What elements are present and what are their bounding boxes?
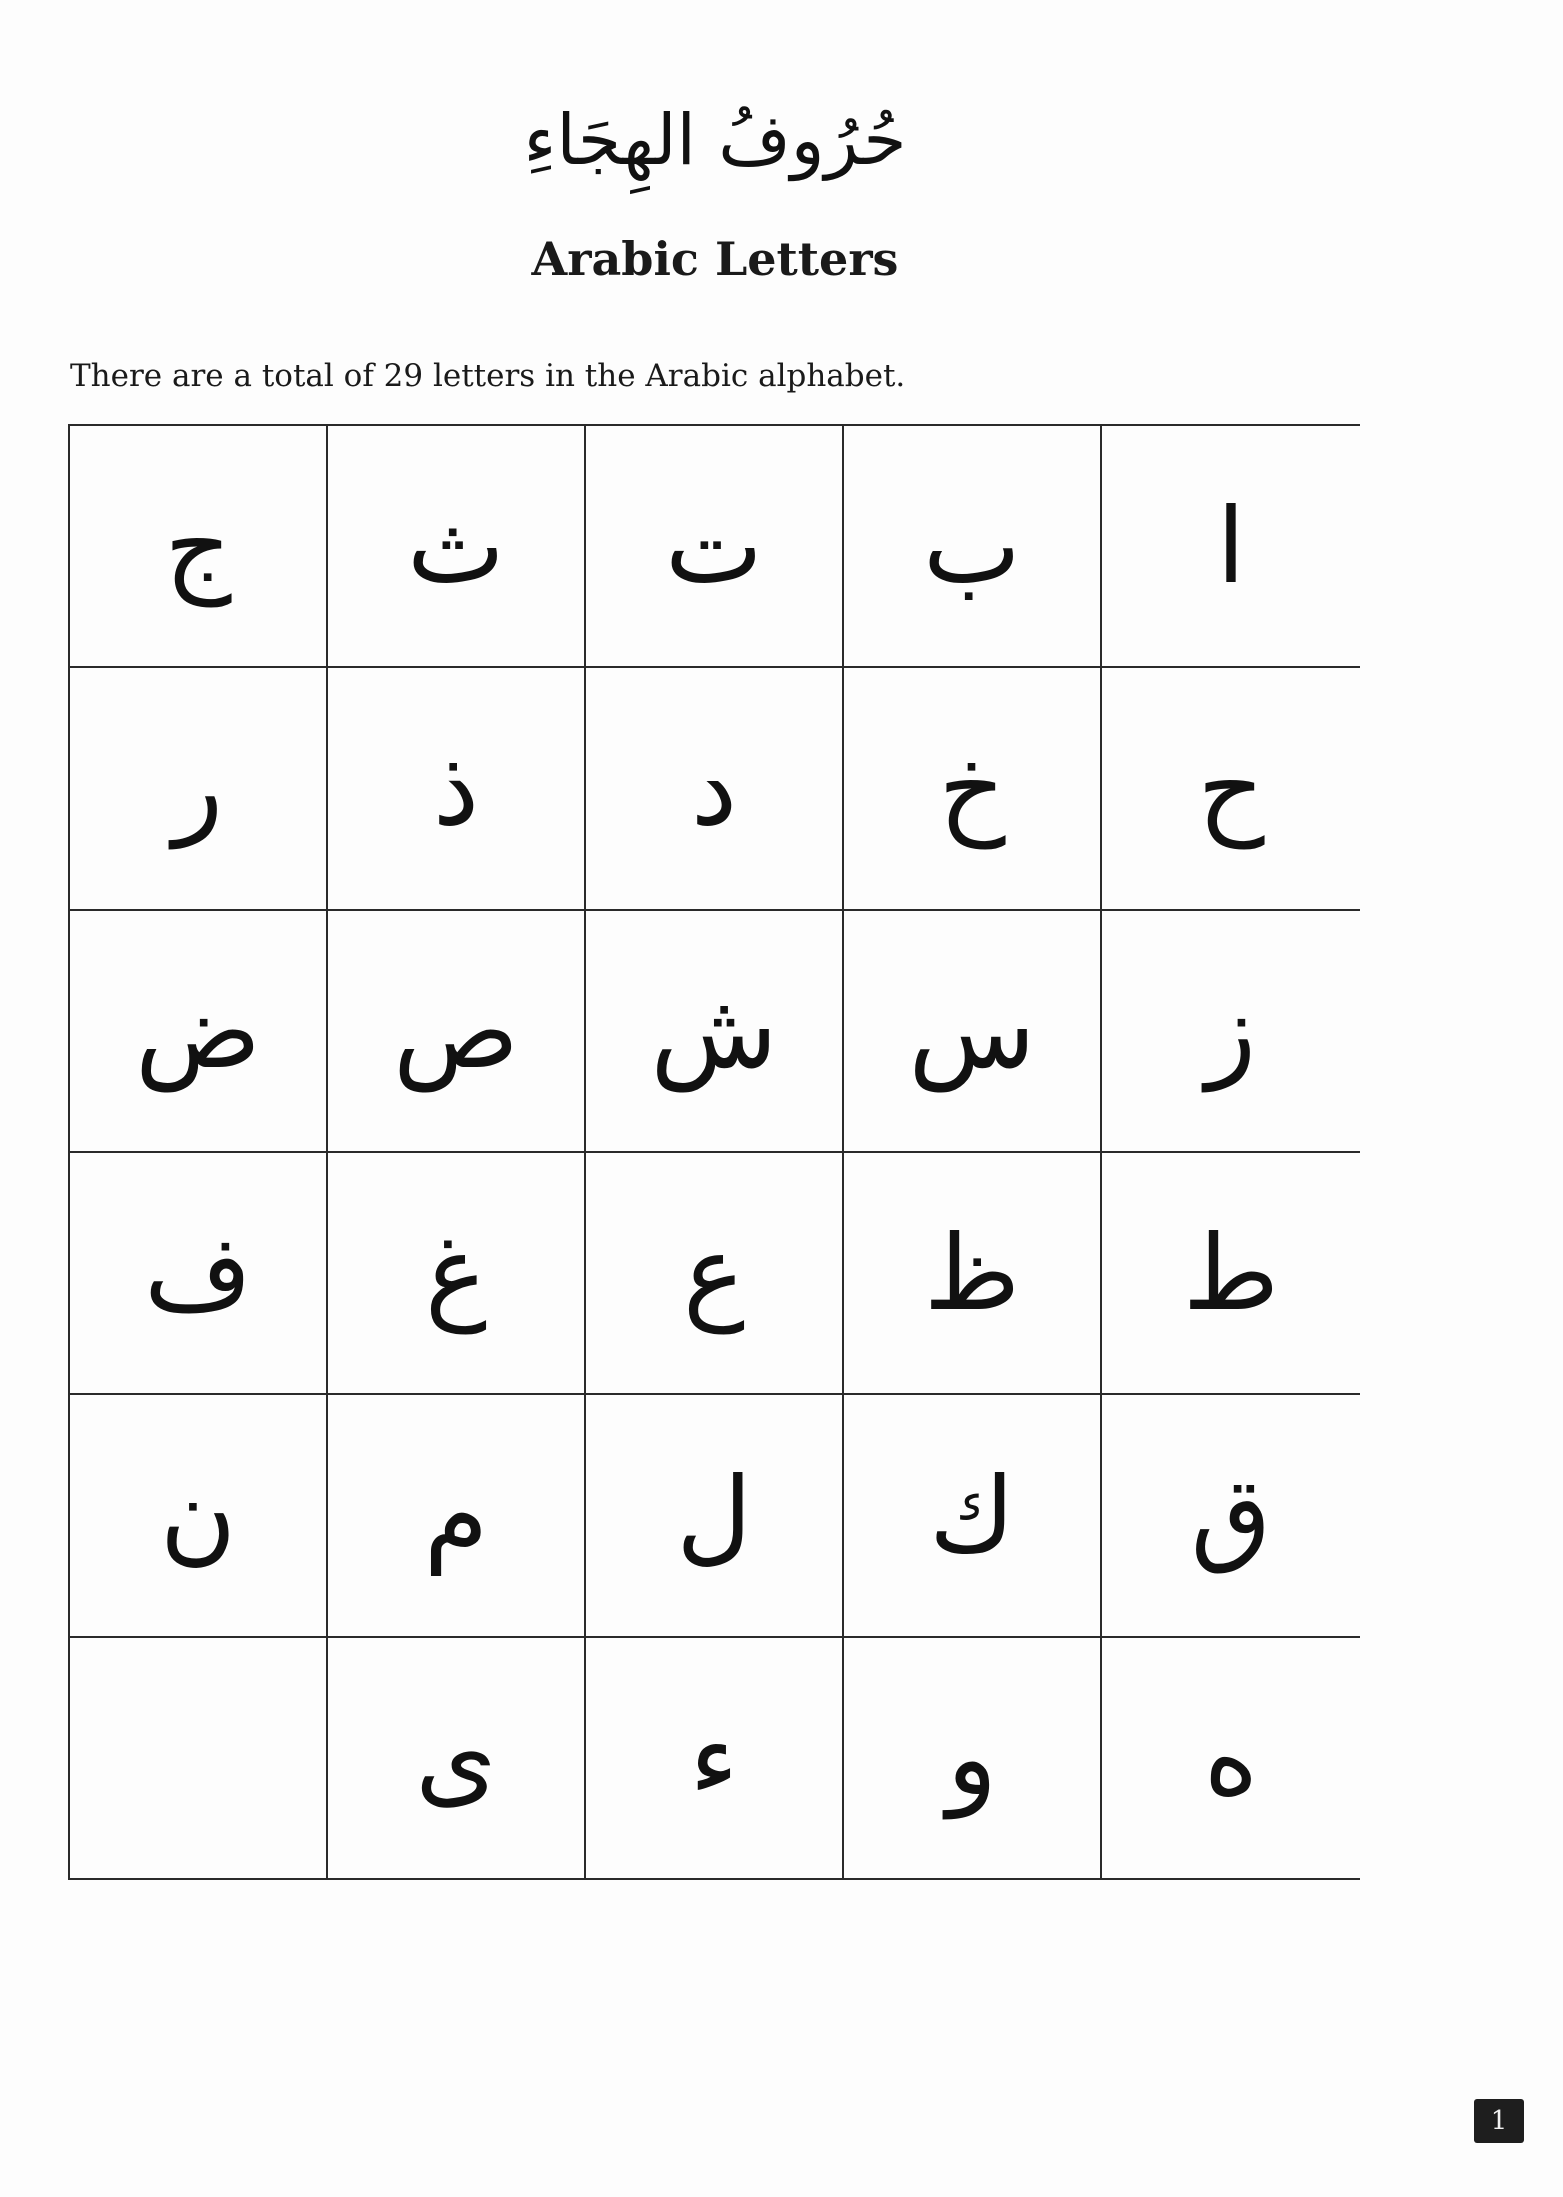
- letter-cell: ء: [586, 1638, 844, 1880]
- letter-cell: ه: [1102, 1638, 1360, 1880]
- letter-cell: ل: [586, 1395, 844, 1637]
- letter-cell: ش: [586, 911, 844, 1153]
- letter-cell: ب: [844, 426, 1102, 668]
- letter-cell: س: [844, 911, 1102, 1153]
- page-number-badge: 1: [1474, 2099, 1524, 2143]
- arabic-title: حُرُوفُ الهِجَاءِ: [523, 99, 907, 181]
- letter-cell: ظ: [844, 1153, 1102, 1395]
- letter-cell: و: [844, 1638, 1102, 1880]
- letter-cell: ض: [70, 911, 328, 1153]
- letter-cell: ع: [586, 1153, 844, 1395]
- letter-cell: ت: [586, 426, 844, 668]
- letter-cell: ك: [844, 1395, 1102, 1637]
- letter-cell: ج: [70, 426, 328, 668]
- letters-grid: [68, 424, 1360, 1880]
- letter-cell: ق: [1102, 1395, 1360, 1637]
- letter-cell: ز: [1102, 911, 1360, 1153]
- intro-text: There are a total of 29 letters in the Arabic alphabet.: [70, 358, 906, 394]
- letter-cell: ث: [328, 426, 586, 668]
- page-title: Arabic Letters: [531, 232, 899, 286]
- letter-cell: غ: [328, 1153, 586, 1395]
- letter-cell: ذ: [328, 668, 586, 910]
- letter-cell: ص: [328, 911, 586, 1153]
- letter-cell: ن: [70, 1395, 328, 1637]
- letter-cell: خ: [844, 668, 1102, 910]
- letter-cell: د: [586, 668, 844, 910]
- letter-cell: ر: [70, 668, 328, 910]
- letter-cell: ا: [1102, 426, 1360, 668]
- letter-cell: م: [328, 1395, 586, 1637]
- letter-cell: ى: [328, 1638, 586, 1880]
- empty-cell: [70, 1638, 328, 1880]
- letter-cell: ف: [70, 1153, 328, 1395]
- letter-cell: ط: [1102, 1153, 1360, 1395]
- letter-cell: ح: [1102, 668, 1360, 910]
